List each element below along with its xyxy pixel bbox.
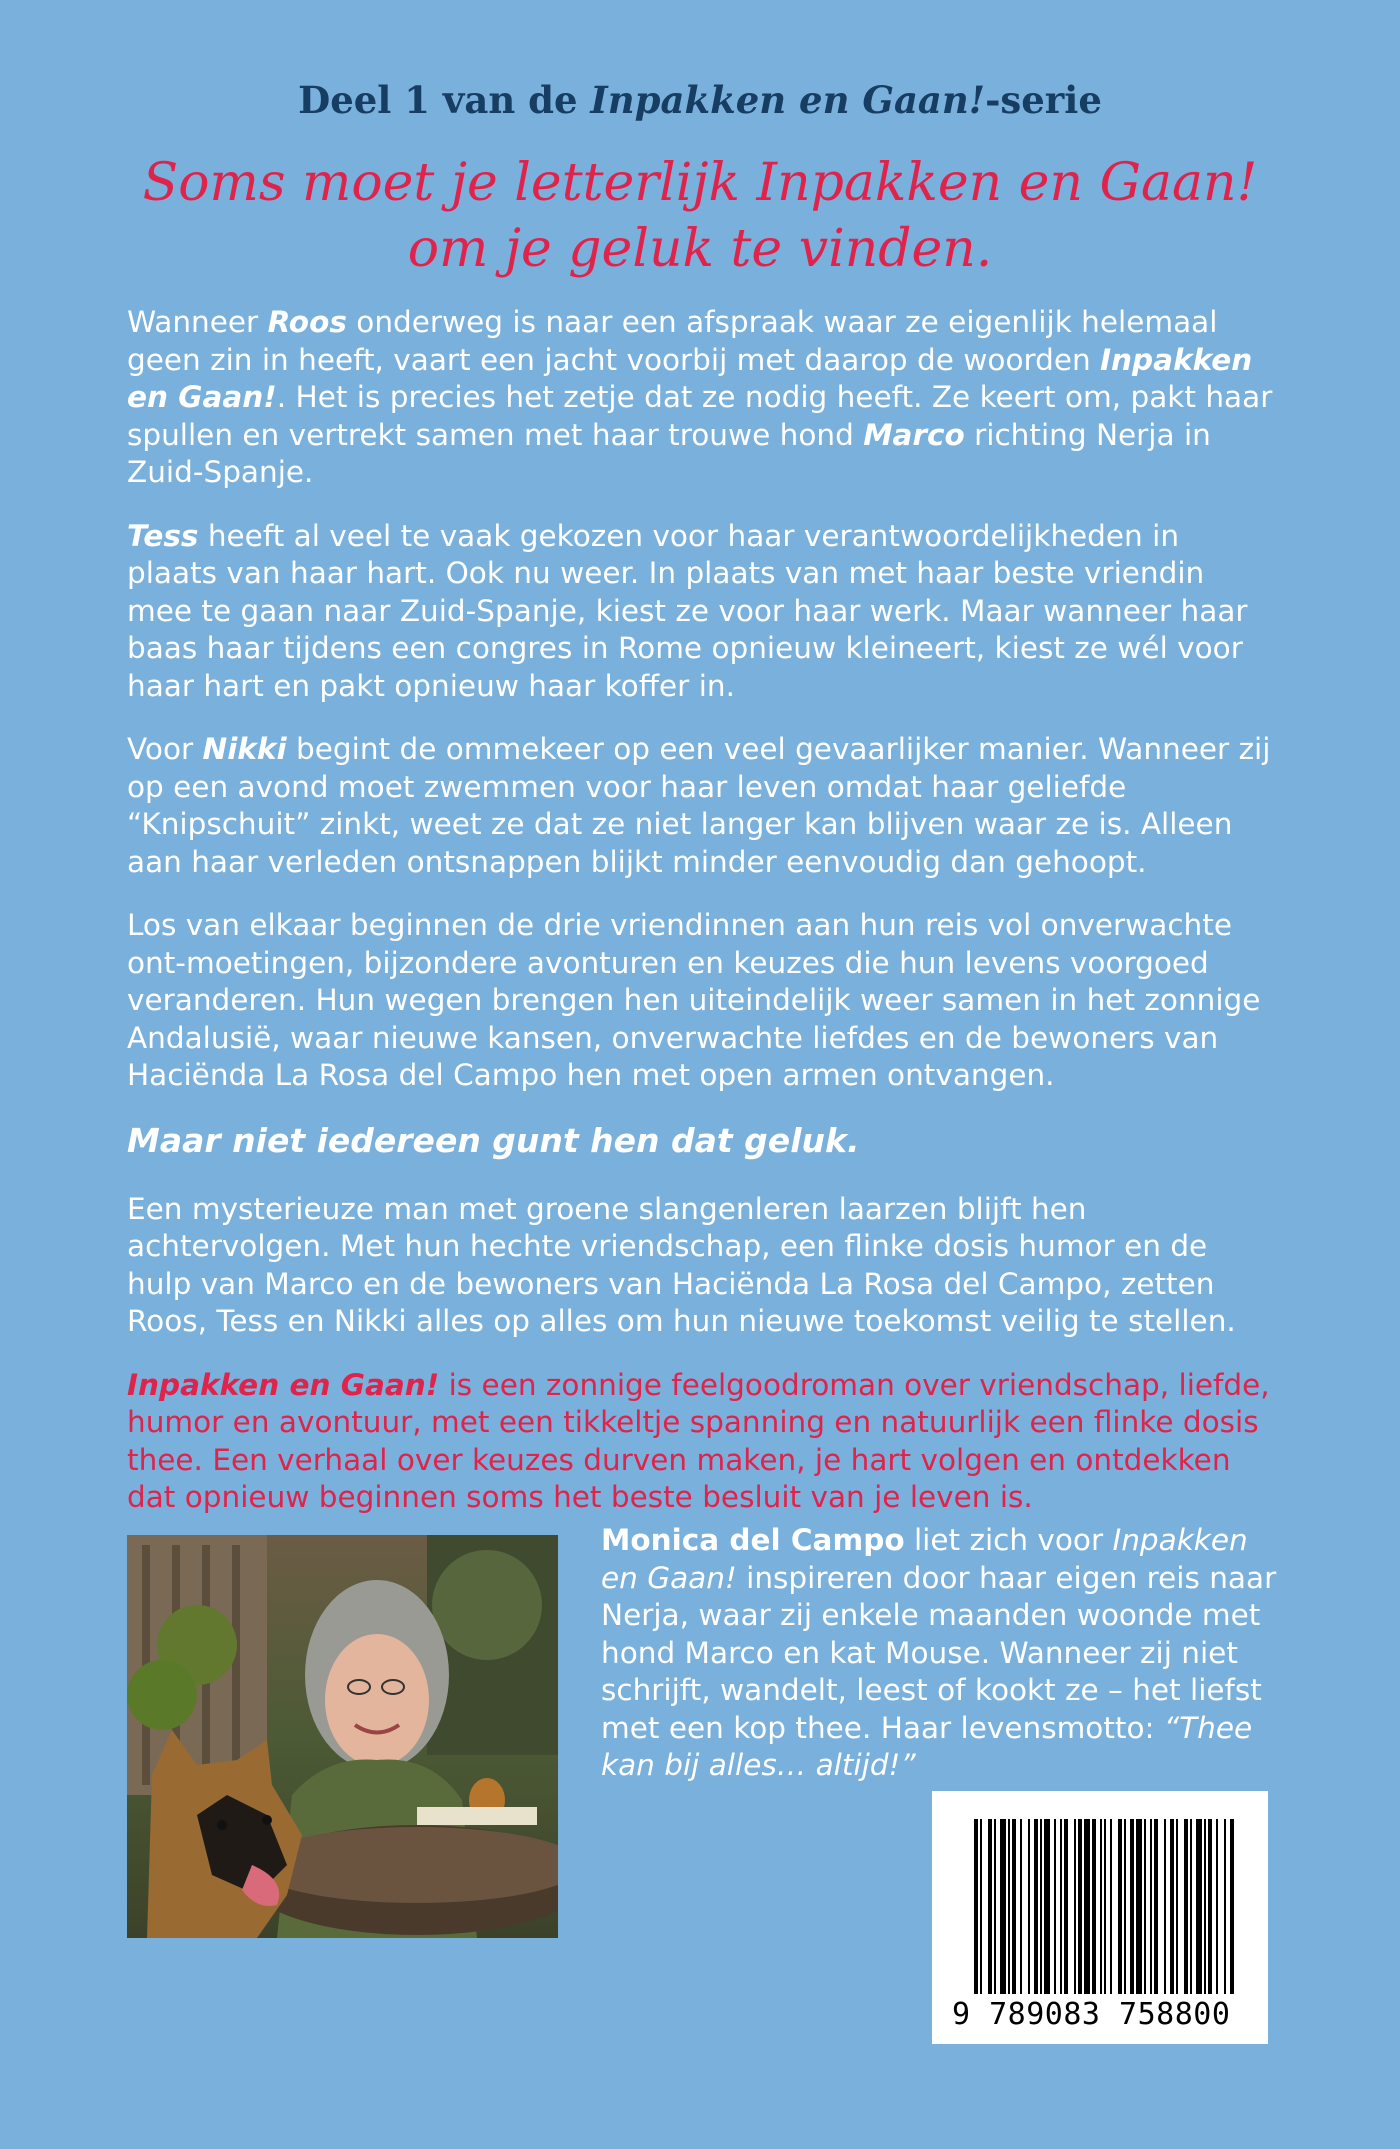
barcode-bar — [1170, 1819, 1174, 1994]
series-heading — [0, 78, 1400, 122]
barcode-bar — [1028, 1819, 1030, 1994]
character-name: Roos — [267, 305, 347, 339]
isbn-number: 9 789083 758800 — [952, 1997, 1231, 2032]
series-prefix: Deel 1 van de — [298, 78, 591, 122]
blurb-paragraph-tess: Tess heeft al veel te vaak gekozen voor haar verantwoordelijkheden in plaats van haar hart. Ook nu weer. In plaats van met haar beste vriendin mee te gaan naar Zuid-Spanje, kiest ze voor haar werk. Maar wanneer haar baas haar tijdens een congres in Rome opnieuw kleineert, kiest ze wél voor haar hart en pakt opnieuw haar koffer in. — [127, 518, 1248, 703]
barcode-bar — [1034, 1819, 1038, 1994]
blurb-paragraph-journey: Los van elkaar beginnen de drie vriendinnen aan hun reis vol onverwachte ont-moetingen, bijzondere avonturen en keuzes die hun levens voorgoed veranderen. Hun wegen brengen hen uiteindelijk weer samen in het zonnige Andalusië, waar nieuwe kansen, onverwachte liefdes en de bewoners van Haciënda La Rosa del Campo hen met open armen ontvangen. — [127, 908, 1261, 1092]
barcode — [932, 1791, 1268, 2044]
barcode-bar — [1020, 1819, 1022, 1994]
barcode-bar — [1110, 1819, 1112, 1994]
barcode-bar — [1064, 1819, 1068, 1994]
series-title: Inpakken en Gaan! — [590, 78, 986, 122]
barcode-bar — [1104, 1819, 1106, 1994]
barcode-bar — [1044, 1819, 1050, 1994]
barcode-bar — [1204, 1819, 1206, 1994]
author-photo-illustration — [127, 1535, 558, 1938]
author-photo — [127, 1535, 558, 1938]
tagline-line-2: om je geluk te vinden. — [407, 219, 993, 279]
barcode-bar — [1230, 1819, 1234, 1994]
barcode-bar — [1224, 1819, 1226, 1994]
blurb-paragraph-summary: Inpakken en Gaan! is een zonnige feelgoodroman over vriendschap, liefde, humor en avontuur, met een tikkeltje spanning en natuurlijk een flinke dosis thee. Een verhaal over keuzes durven maken, je hart volgen en ontdekken dat opnieuw beginnen soms het beste besluit van je leven is. — [127, 1367, 1270, 1514]
blurb-paragraph-stalker: Een mysterieuze man met groene slangenleren laarzen blijft hen achtervolgen. Met hun hechte vriendschap, een flinke dosis humor en de hulp van Marco en de bewoners van Haciënda La Rosa del Campo, zetten Roos, Tess en Nikki alles op alles om hun nieuwe toekomst veilig te stellen. — [127, 1191, 1236, 1338]
barcode-bar — [1084, 1819, 1090, 1994]
barcode-bar — [1190, 1819, 1192, 1994]
barcode-bar — [1164, 1819, 1166, 1994]
barcode-bar — [974, 1819, 978, 1994]
author-bio: Monica del Campo liet zich voor Inpakken en Gaan! inspireren door haar eigen reis naar Nerja, waar zij enkele maanden woonde met hond Marco en kat Mouse. Wanneer zij niet schrijft, wandelt, leest of kookt ze – het liefst met een kop thee. Haar levensmotto: “Thee kan bij alles… altijd!” — [601, 1523, 1277, 1782]
barcode-bar — [1130, 1819, 1134, 1994]
character-name: Tess — [127, 518, 199, 553]
barcode-bar — [1118, 1819, 1122, 1994]
barcode-bar — [1078, 1819, 1082, 1994]
book-title: Inpakken en Gaan! — [127, 342, 1253, 414]
blurb-paragraph-nikki: Voor Nikki begint de ommekeer op een veel gevaarlijker manier. Wanneer zij op een avond moet zwemmen voor haar leven omdat haar geliefde “Knipschuit” zinkt, weet ze dat ze niet langer kan blijven waar ze is. Alleen aan haar verleden ontsnappen blijkt minder eenvoudig dan gehoopt. — [127, 732, 1271, 879]
barcode-bar — [1196, 1819, 1202, 1994]
barcode-bar — [1208, 1819, 1212, 1994]
barcode-bar — [1184, 1819, 1188, 1994]
barcode-bar — [1092, 1819, 1096, 1994]
barcode-bar — [1136, 1819, 1142, 1994]
blurb — [127, 304, 1277, 1543]
author-name: Monica del Campo — [601, 1523, 905, 1557]
blurb-quote: Maar niet iedereen gunt hen dat geluk. — [127, 1120, 860, 1160]
barcode-bar — [1008, 1819, 1010, 1994]
barcode-bar — [1000, 1819, 1006, 1994]
barcode-bar — [1060, 1819, 1062, 1994]
blurb-paragraph-roos: Wanneer Roos onderweg is naar een afspraak waar ze eigenlijk helemaal geen zin in heeft, vaart een jacht voorbij met daarop de woorden Inpakken en Gaan!. Het is precies het zetje dat ze nodig heeft. Ze keert om, pakt haar spullen en vertrekt samen met haar trouwe hond Marco richting Nerja in Zuid-Spanje. — [127, 305, 1273, 489]
tagline-line-1: Soms moet je letterlijk Inpakken en Gaan! — [142, 153, 1258, 213]
barcode-bar — [1074, 1819, 1076, 1994]
author-motto: “Thee kan bij alles… altijd!” — [601, 1710, 1253, 1782]
book-title: Inpakken en Gaan! — [127, 1367, 440, 1402]
barcode-bar — [980, 1819, 982, 1994]
character-name: Nikki — [202, 732, 287, 766]
barcode-bar — [1176, 1819, 1178, 1994]
barcode-bar — [1216, 1819, 1218, 1994]
barcode-bar — [1124, 1819, 1126, 1994]
barcode-bar — [1144, 1819, 1146, 1994]
barcode-bar — [1054, 1819, 1056, 1994]
series-suffix: -serie — [985, 78, 1102, 122]
barcode-bar — [1012, 1819, 1016, 1994]
tagline — [0, 150, 1400, 282]
barcode-bar — [1100, 1819, 1102, 1994]
barcode-bar — [1040, 1819, 1042, 1994]
barcode-bars — [932, 1791, 1268, 2001]
barcode-bar — [1154, 1819, 1158, 1994]
barcode-bar — [994, 1819, 996, 1994]
book-title: Inpakken en Gaan! — [601, 1523, 1248, 1595]
barcode-bar — [1150, 1819, 1152, 1994]
barcode-bar — [988, 1819, 992, 1994]
character-name: Marco — [863, 417, 965, 452]
